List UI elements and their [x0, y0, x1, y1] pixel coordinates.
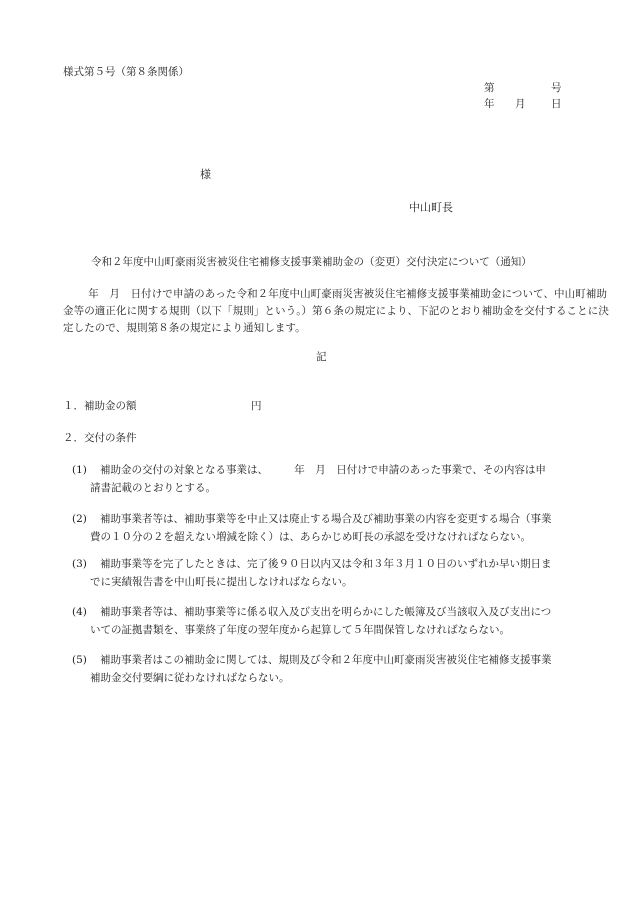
- date-day: 日: [551, 98, 562, 110]
- condition-item: [72, 555, 612, 591]
- condition-number: (4): [72, 606, 87, 618]
- date-month: 月: [515, 98, 526, 110]
- doc-number-suffix: 号: [551, 82, 562, 94]
- item1-label: １．補助金の額: [63, 400, 137, 412]
- condition-text: 補助事業者等は、補助事業等に係る収入及び支出を明らかにした帳簿及び当該収入及び支出につ: [100, 606, 552, 618]
- item1-unit: 円: [251, 400, 262, 412]
- condition-text: 補助事業等を完了したときは、完了後９０日以内又は令和３年３月１０日のいずれか早い期日ま: [100, 558, 552, 570]
- condition-number: (1): [72, 464, 87, 476]
- date-year: 年: [484, 98, 495, 110]
- condition-number: (2): [72, 513, 87, 525]
- condition-item: [72, 651, 612, 687]
- condition-text: 補助事業者等は、補助事業等を中止又は廃止する場合及び補助事業の内容を変更する場合（事業: [100, 513, 552, 525]
- condition-item: [72, 461, 612, 497]
- condition-item: [72, 510, 612, 546]
- addressee-honorific: 様: [200, 168, 211, 181]
- body-paragraph: 年 月 日付けで申請のあった令和２年度中山町豪雨災害被災住宅補修支援事業補助金について、中山町補助金等の適正化に関する規則（以下「規則」という。）第６条の規定により、下記のとおり補助金を交付することに決定したので、規則第８条の規定により通知します。: [63, 288, 609, 334]
- condition-text-continued: でに実績報告書を中山町長に提出しなければならない。: [90, 576, 353, 588]
- doc-number-prefix: 第: [484, 82, 495, 94]
- item2-label: ２．交付の条件: [63, 432, 137, 444]
- ki-heading: 記: [316, 351, 327, 363]
- condition-text: 補助金の交付の対象となる事業は、 年 月 日付けで申請のあった事業で、その内容は申: [100, 464, 546, 476]
- condition-text: 補助事業者はこの補助金に関しては、規則及び令和２年度中山町豪雨災害被災住宅補修支援事業: [100, 654, 552, 666]
- condition-text-continued: 請書記載のとおりとする。: [90, 482, 216, 494]
- document-title: 令和２年度中山町豪雨災害被災住宅補修支援事業補助金の（変更）交付決定について（通知）: [91, 256, 532, 268]
- form-number: 様式第５号（第８条関係）: [63, 66, 189, 78]
- condition-text-continued: 費の１０分の２を超えない増減を除く）は、あらかじめ町長の承認を受けなければならない。: [90, 531, 531, 543]
- issuer: 中山町長: [409, 201, 453, 214]
- condition-number: (3): [72, 558, 87, 570]
- condition-text-continued: 補助金交付要綱に従わなければならない。: [90, 672, 290, 684]
- condition-number: (5): [72, 654, 87, 666]
- condition-text-continued: いての証拠書類を、事業終了年度の翌年度から起算して５年間保管しなければならない。: [90, 624, 510, 636]
- condition-item: [72, 603, 612, 639]
